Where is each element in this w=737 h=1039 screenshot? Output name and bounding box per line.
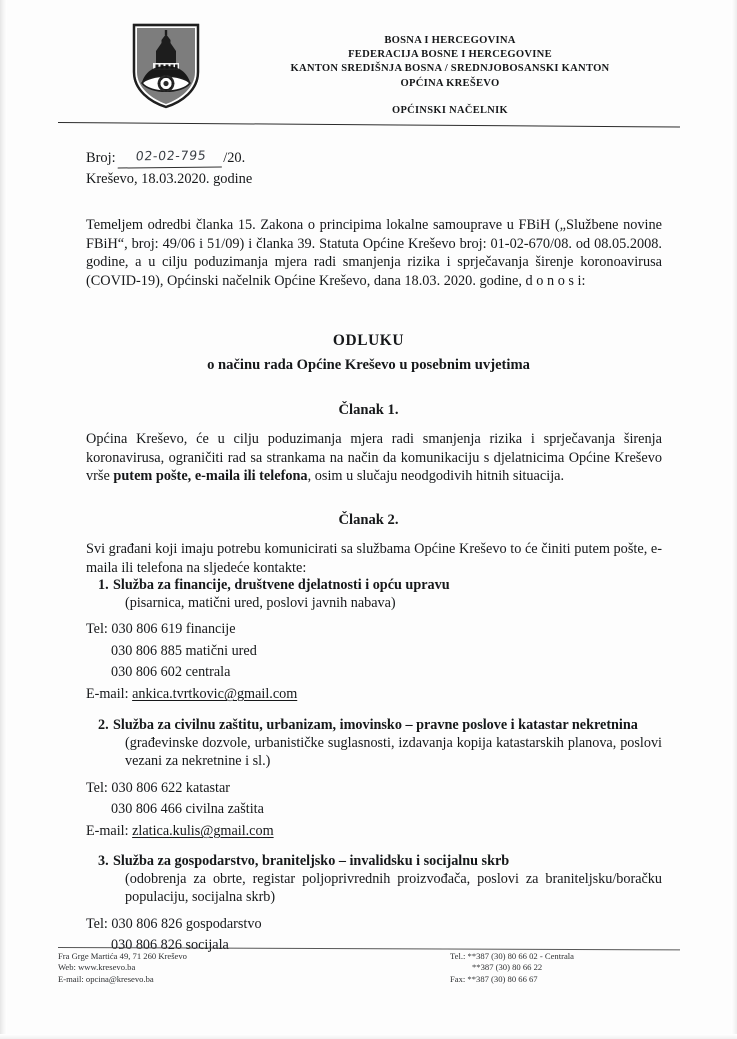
service-item-3 bbox=[86, 852, 662, 957]
service-1-email[interactable]: ankica.tvrtkovic@gmail.com bbox=[132, 685, 298, 702]
document-masthead bbox=[0, 18, 737, 118]
article-1-paragraph bbox=[86, 430, 662, 486]
footer-address-block bbox=[58, 951, 187, 985]
department-title: OPĆINSKI NAČELNIK bbox=[392, 105, 508, 116]
footer-tel-2: **387 (30) 80 66 22 bbox=[472, 962, 543, 973]
preamble-paragraph: Temeljem odredbi članka 15. Zakona o principima lokalne samouprave u FBiH („Službene novine FBiH“, broj: 49/06 i 51/09) i članka 39. Statuta Općine Kreševo broj: 01-02-670/08. od 08.05.2008. godine, a u cilju poduzimanja mjera radi smanjenja rizika i sprječavanja širenje koronoavirusa (COVID-19), Općinski načelnik Općine Kreševo, dana 18.03. 2020. godine, d o n o s i: bbox=[86, 217, 662, 289]
service-1-phone-2: 030 806 885 matični ured bbox=[111, 642, 257, 659]
footer-web: Web: www.kresevo.ba bbox=[58, 962, 136, 973]
broj-handwritten-value: 02-02-795 bbox=[118, 144, 225, 168]
service-1-heading bbox=[86, 576, 662, 594]
footer-fax: Fax: **387 (30) 80 66 67 bbox=[450, 973, 538, 984]
reference-block bbox=[86, 145, 252, 190]
service-1-phone-1: Tel: 030 806 619 financije bbox=[86, 621, 236, 638]
service-2-number: 2. bbox=[98, 717, 109, 733]
service-3-scope: (odobrenja za obrte, registar poljoprivrednih proizvođača, poslovi za braniteljsku/boračku populaciju, socijalna skrb) bbox=[125, 871, 662, 906]
service-3-phone-1: Tel: 030 806 826 gospodarstvo bbox=[86, 915, 262, 932]
service-2-email-label: E-mail: bbox=[86, 822, 129, 839]
service-2-contacts bbox=[86, 778, 662, 843]
reference-number-line bbox=[86, 145, 252, 169]
article-2-heading: Članak 2. bbox=[338, 512, 399, 528]
service-2-phone-2: 030 806 466 civilna zaštita bbox=[111, 801, 264, 818]
org-line-municipality: OPĆINA KREŠEVO bbox=[400, 77, 500, 89]
article-1-heading: Članak 1. bbox=[338, 402, 399, 418]
document-title: ODLUKU bbox=[332, 332, 405, 349]
article-1-text-after: , osim u slučaju neodgodivih hitnih situacija. bbox=[307, 468, 565, 485]
org-line-country: BOSNA I HERCEGOVINA bbox=[384, 35, 516, 46]
service-3-phone-2: 030 806 826 socijala bbox=[111, 937, 229, 954]
service-1-contacts bbox=[86, 619, 662, 705]
service-2-heading bbox=[86, 716, 662, 734]
footer-email: E-mail: opcina@kresevo.ba bbox=[58, 973, 154, 984]
header-divider bbox=[58, 122, 680, 128]
service-3-number: 3. bbox=[98, 853, 109, 869]
service-2-email-row bbox=[86, 821, 662, 843]
service-3-title: Služba za gospodarstvo, braniteljsko – invalidsku i socijalnu skrb bbox=[113, 853, 510, 869]
service-1-scope: (pisarnica, matični ured, poslovi javnih nabava) bbox=[125, 595, 396, 611]
service-3-heading bbox=[86, 852, 662, 870]
service-item-2 bbox=[86, 716, 662, 842]
article-2-paragraph: Svi građani koji imaju potrebu komunicirati sa službama Općine Kreševo to će činiti putem pošte, e-maila ili telefona na sljedeće kontakte: bbox=[86, 541, 662, 576]
coat-of-arms-icon bbox=[130, 22, 202, 110]
place-and-date: Kreševo, 18.03.2020. godine bbox=[86, 171, 253, 187]
service-1-title: Služba za financije, društvene djelatnosti i opću upravu bbox=[113, 577, 450, 593]
footer-phone-block bbox=[450, 951, 574, 985]
org-line-canton: KANTON SREDIŠNJA BOSNA / SREDNJOBOSANSKI KANTON bbox=[290, 63, 610, 75]
service-2-phone-1: Tel: 030 806 622 katastar bbox=[86, 779, 231, 796]
service-2-title: Služba za civilnu zaštitu, urbanizam, imovinsko – pravne poslove i katastar nekretnina bbox=[113, 717, 638, 733]
broj-suffix: /20. bbox=[223, 150, 246, 166]
footer-address: Fra Grge Martića 49, 71 260 Kreševo bbox=[58, 951, 187, 961]
article-1-emphasis: putem pošte, e-maila ili telefona bbox=[113, 468, 308, 485]
service-1-phone-3: 030 806 602 centrala bbox=[111, 664, 231, 681]
org-line-federation: FEDERACIJA BOSNE I HERCEGOVINE bbox=[348, 49, 552, 61]
service-item-1 bbox=[86, 576, 662, 705]
service-1-email-row bbox=[86, 684, 662, 706]
service-2-scope: (građevinske dozvole, urbanističke suglasnosti, izdavanja kopija katastarskih planova, poslovi vezani za nekretnine i sl.) bbox=[125, 735, 662, 770]
document-subtitle: o načinu rada Općine Kreševo u posebnim uvjetima bbox=[207, 357, 530, 373]
document-title-block bbox=[0, 332, 737, 374]
footer-tel-1: Tel.: **387 (30) 80 66 02 - Centrala bbox=[450, 951, 574, 961]
service-1-number: 1. bbox=[98, 577, 109, 593]
broj-label: Broj: bbox=[86, 150, 116, 166]
service-1-email-label: E-mail: bbox=[86, 685, 129, 702]
article-1-text-before: Općina Kreševo, će u cilju poduzimanja mjera radi smanjenja rizika i sprječavanja širenja koronavirusa, ograničiti rad sa strankama na način da komunikaciju s djelatnicima Općine Kreševo vrše bbox=[86, 431, 662, 485]
service-2-email[interactable]: zlatica.kulis@gmail.com bbox=[132, 822, 274, 839]
organization-heading bbox=[215, 34, 685, 91]
